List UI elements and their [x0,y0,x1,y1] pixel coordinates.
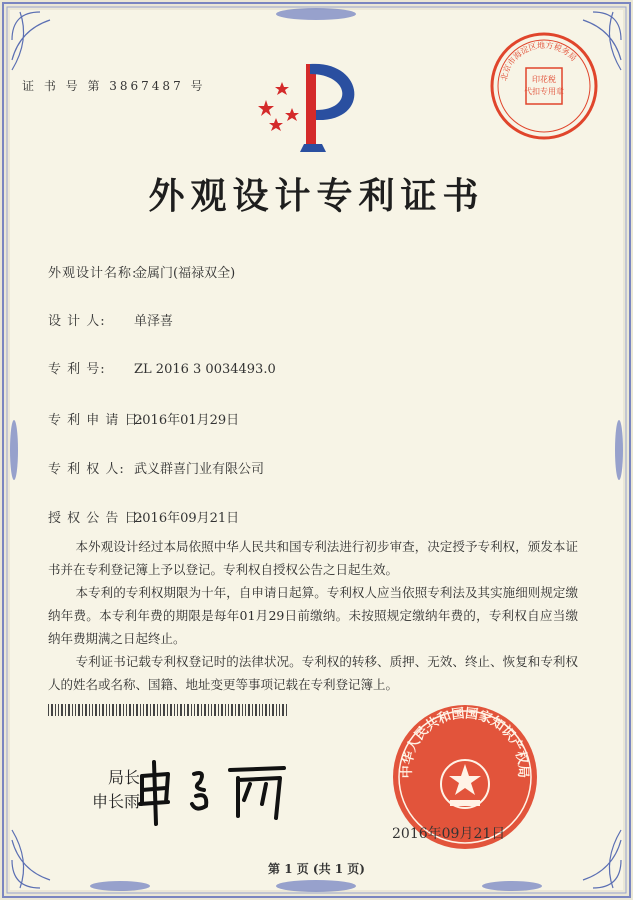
page-number: 第 1 页 (共 1 页) [268,862,365,876]
svg-text:中华人民共和国国家知识产权局: 中华人民共和国国家知识产权局 [399,706,531,779]
field-label: 外观设计名称: [48,266,138,281]
field-application-date [48,409,239,428]
field-value: 2016年01月29日 [134,413,240,428]
field-label: 设 计 人: [48,314,106,329]
svg-text:印花税: 印花税 [532,75,556,84]
certificate-number: 证 书 号 第 3867487 号 [22,79,206,93]
field-value: 武义群喜门业有限公司 [134,462,265,477]
svg-text:北京市海淀区地方税务局: 北京市海淀区地方税务局 [499,40,579,82]
field-patentee [48,458,264,477]
certificate-body [48,535,578,696]
field-label: 专 利 申 请 日: [48,413,144,428]
signatory-block [84,766,140,814]
tax-stamp-seal [488,30,600,142]
field-label: 授 权 公 告 日: [48,511,144,526]
field-patent-number [48,358,276,377]
handwritten-signature [134,752,294,832]
patent-emblem-icon [254,60,374,152]
barcode [48,704,288,716]
field-grant-date [48,507,239,526]
field-label: 专 利 权 人: [48,462,125,477]
field-design-name [48,262,235,281]
body-paragraph: 本专利的专利权期限为十年，自申请日起算。专利权人应当依照专利法及其实施细则规定缴纳年费。本专利年费的期限是每年01月29日前缴纳。未按照规定缴纳年费的，专利权自应当缴纳年费期满之日起终止。 [48,585,578,646]
body-paragraph: 专利证书记载专利权登记时的法律状况。专利权的转移、质押、无效、终止、恢复和专利权人的姓名或名称、国籍、地址变更等事项记载在专利登记簿上。 [48,654,578,692]
field-value: 2016年09月21日 [134,511,240,526]
signatory-position: 局长 [107,768,140,787]
svg-text:代扣专用章: 代扣专用章 [524,87,564,96]
issue-date: 2016年09月21日 [392,826,506,842]
field-value: ZL 2016 3 0034493.0 [134,362,276,377]
signatory-name: 申长雨 [91,792,140,811]
body-paragraph: 本外观设计经过本局依照中华人民共和国专利法进行初步审查，决定授予专利权，颁发本证书并在专利登记簿上予以登记。专利权自授权公告之日起生效。 [48,539,578,577]
field-designer [48,310,173,329]
certificate-title: 外观设计专利证书 [148,175,485,217]
field-value: 单泽喜 [134,314,174,329]
field-label: 专 利 号: [48,362,106,377]
field-value: 金属门(福禄双全) [134,266,236,281]
